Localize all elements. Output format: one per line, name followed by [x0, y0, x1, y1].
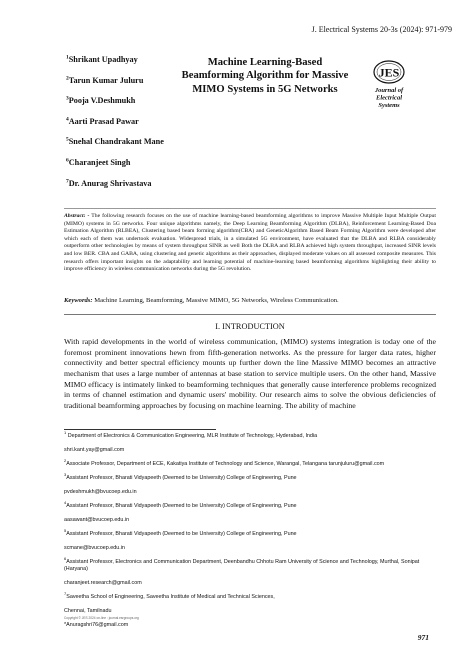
paper-title: Machine Learning-Based Beamforming Algorithm for Massive MIMO Systems in 5G Networks — [181, 57, 349, 95]
footnote-text: Saveetha School of Engineering, Saveetha Institute of Medical and Technical Sciences, — [66, 594, 275, 600]
footnote — [64, 458, 436, 468]
logo-letters: JES — [378, 65, 400, 80]
keywords — [64, 297, 436, 305]
footnote-text: scmane@bvucoep.edu.in — [64, 545, 125, 551]
author-entry — [66, 117, 166, 128]
author-entry — [66, 179, 166, 190]
author-affiliation-number: 1 — [66, 54, 69, 61]
author-name: Snehal Chandrakant Mane — [68, 137, 164, 147]
footnote — [64, 608, 436, 615]
author-affiliation-number: 7 — [66, 177, 69, 184]
logo-caption-line1: Journal of — [374, 87, 404, 94]
author-affiliation-number: 6 — [66, 157, 69, 164]
author-entry — [66, 96, 166, 107]
author-entry — [66, 158, 166, 169]
logo-caption-line3: Systems — [378, 102, 400, 109]
footnote-text: Assistant Professor, Bharati Vidyapeeth (Deemed to be University) College of Engineering, Pune — [66, 475, 297, 481]
footnote-text: Department of Electronics & Communication Engineering, MLR Institute of Technology, Hyderabad, India — [66, 433, 318, 439]
abstract-label: Abstract: - — [64, 213, 90, 219]
author-list — [66, 55, 166, 199]
footnote-number: 2 — [64, 458, 67, 464]
introduction-paragraph: With rapid developments in the world of wireless communication, (MIMO) systems integration is today one of the foremost prominent innovations hewn from fifth-generation networks. As the pressure for larger data rates, higher connectivity and better spectral efficiency mounts up further down the line Massive MIMO becomes an attractive mechanism that uses a large number of antennas at base station to service multiple users. On the other hand, Massive MIMO efficacy is intimately linked to beamforming techniques that generally cause interference problems recognized in terms of channel estimation and dynamic users' mobility. Our research aims to solve the obvious deficiencies of traditional beamforming approaches by focusing on machine learning. The ability of machine — [64, 337, 436, 410]
footnote — [64, 528, 436, 538]
jes-logo-icon — [364, 58, 414, 118]
author-affiliation-number: 3 — [66, 95, 69, 102]
author-entry — [66, 137, 166, 148]
logo-caption-line2: Electrical — [376, 94, 402, 102]
author-name: Aarti Prasad Pawar — [68, 116, 139, 126]
footnote-text: *Anuragshri76@gmail.com — [64, 622, 129, 628]
footnote-text: Assistant Professor, Bharati Vidyapeeth (Deemed to be University) College of Engineering, Pune — [66, 503, 297, 509]
footnote — [64, 517, 436, 524]
footnote — [64, 489, 436, 496]
footnote — [64, 545, 436, 552]
section-heading: I. INTRODUCTION — [215, 322, 285, 331]
footnote-number: 1 — [64, 430, 67, 436]
author-affiliation-number: 4 — [66, 116, 69, 123]
footnote-number: 4 — [64, 500, 67, 506]
footnote — [64, 472, 436, 482]
footnote-number: 7 — [64, 591, 67, 597]
author-entry — [66, 55, 166, 66]
footnote — [64, 447, 436, 454]
abstract-text: The following research focuses on the use of machine learning-based beamforming algorithms to improve Massive Multiple Input Multiple Output (MIMO) systems in 5G networks. Four unique algorithms namely, the Deep Learning Beamforming Algorithm (DLBA), Reinforcement Learning-Based Doa Estimation Algorithm (RLBEA), Clustering based beam forming algorithm(CBA) and GeneticAlgorithm Based Beam Forming Algorithm were developed after which each of them was undertook evaluation. Widespread trials, in a simulated 5G environment, have evaluated that the DLBA and RLBA considerably outperform other technologies by means of system throughput SINR as well Both the DLBA and RLBA achieved high system throughput, increased SINR levels and low BER. CBA and GABA, using clustering and genetic algorithms as their approaches, displayed moderate values on all assessed composite measures. This research offers important insights on the adaptability and learning potential of machine-learning based beamforming algorithms highlighting their ability to improve efficiency in wireless communication networks during the 5G revolution. — [64, 213, 436, 273]
footnote — [64, 430, 436, 440]
author-name: Dr. Anurag Shrivastava — [68, 178, 152, 188]
footnote — [64, 580, 436, 587]
author-entry — [66, 76, 166, 87]
footnote — [64, 622, 436, 629]
keywords-label: Keywords: — [64, 297, 93, 304]
footnote — [64, 591, 436, 601]
author-affiliation-number: 5 — [66, 136, 69, 143]
footnote-divider — [64, 429, 216, 430]
footnote-text: shri.kant.yay@gmail.com — [64, 447, 125, 453]
footnote-text: pvdeshmukh@bvucoep.edu.in — [64, 489, 137, 495]
author-name: Pooja V.Deshmukh — [68, 96, 136, 106]
abstract — [64, 208, 436, 274]
author-name: Tarun Kumar Juluru — [68, 75, 144, 85]
footnote-text: Assistant Professor, Electronics and Communication Department, Deenbandhu Chhotu Ram University of Science and Technology, Murthal, Sonipat (Haryana) — [64, 559, 420, 572]
running-head: J. Electrical Systems 20-3s (2024): 971-979 — [311, 25, 452, 34]
footnote-number: 5 — [64, 528, 67, 534]
footnote-number: 6 — [64, 556, 67, 562]
copyright-note: Copyright © JES 2024 on-line : journal.esrgroups.org — [64, 616, 139, 620]
footnote-number: 3 — [64, 472, 67, 478]
author-name: Shrikant Upadhyay — [68, 55, 138, 64]
footnotes — [64, 430, 436, 636]
footnote-text: Associate Professor, Department of ECE, Kakatiya Institute of Technology and Science, Warangal, Telangana tarunjuluru@gmail.com — [66, 461, 385, 467]
footnote — [64, 500, 436, 510]
page-number: 971 — [417, 633, 429, 642]
keywords-text: Machine Learning, Beamforming, Massive MIMO, 5G Networks, Wireless Communication. — [94, 297, 339, 304]
footnote-text: charanjeet.research@gmail.com — [64, 580, 142, 586]
footnote — [64, 556, 436, 573]
footnote-text: Chennai, Tamilnadu — [64, 608, 112, 614]
section-divider — [64, 314, 436, 315]
footnote-text: Assistant Professor, Bharati Vidyapeeth (Deemed to be University) College of Engineering, Pune — [66, 531, 297, 537]
journal-logo — [364, 58, 414, 118]
author-affiliation-number: 2 — [66, 74, 69, 81]
footnote-text: aasawant@bvucoep.edu.in — [64, 517, 130, 523]
author-name: Charanjeet Singh — [68, 157, 131, 167]
